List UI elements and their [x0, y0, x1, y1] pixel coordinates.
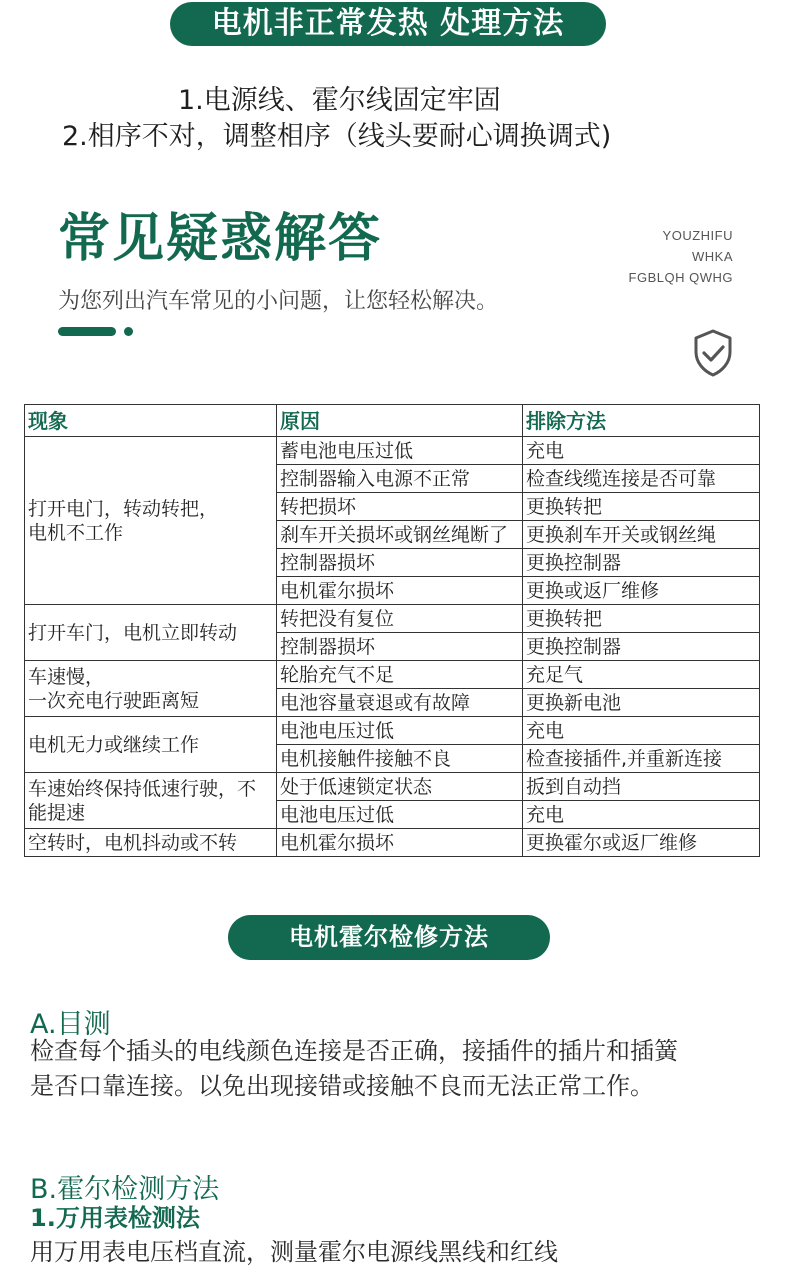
fix-cell: 扳到自动挡	[523, 773, 760, 801]
hall-section-title: 电机霍尔检修方法	[228, 915, 550, 960]
phenomenon-cell: 电机无力或继续工作	[25, 717, 277, 773]
cause-cell: 电池电压过低	[277, 801, 523, 829]
cause-cell: 处于低速锁定状态	[277, 773, 523, 801]
phenomenon-cell: 空转时，电机抖动或不转	[25, 829, 277, 857]
fix-cell: 更换新电池	[523, 689, 760, 717]
cause-cell: 电机霍尔损坏	[277, 577, 523, 605]
cause-cell: 电池电压过低	[277, 717, 523, 745]
tip-line-1: 1.电源线、霍尔线固定牢固	[178, 85, 501, 116]
cause-cell: 控制器损坏	[277, 633, 523, 661]
cause-cell: 电池容量衰退或有故障	[277, 689, 523, 717]
section-a-title: A.目测	[30, 1009, 111, 1040]
table-row	[25, 829, 760, 857]
section-b1-body: 用万用表电压档直流，测量霍尔电源线黑线和红线	[30, 1238, 558, 1266]
table-body	[25, 437, 760, 857]
shield-check-icon	[692, 328, 734, 378]
cause-cell: 轮胎充气不足	[277, 661, 523, 689]
phenomenon-cell: 车速始终保持低速行驶，不 能提速	[25, 773, 277, 829]
section-a-body: 检查每个插头的电线颜色连接是否正确，接插件的插片和插簧是否口靠连接。以免出现接错或接触不良而无法正常工作。	[30, 1037, 678, 1100]
cause-cell: 刹车开关损坏或钢丝绳断了	[277, 521, 523, 549]
fix-cell: 充电	[523, 801, 760, 829]
decor-dot	[124, 327, 133, 336]
cause-cell: 控制器损坏	[277, 549, 523, 577]
section-b1-title: 1.万用表检测法	[30, 1204, 200, 1232]
fix-cell: 检查接插件,并重新连接	[523, 745, 760, 773]
fix-cell: 更换转把	[523, 605, 760, 633]
table-row	[25, 717, 760, 745]
fix-cell: 充电	[523, 717, 760, 745]
cause-cell: 电机接触件接触不良	[277, 745, 523, 773]
fix-cell: 充足气	[523, 661, 760, 689]
table-row	[25, 605, 760, 633]
decor-dash	[58, 327, 116, 336]
fix-cell: 检查线缆连接是否可靠	[523, 465, 760, 493]
cause-cell: 蓄电池电压过低	[277, 437, 523, 465]
cause-cell: 电机霍尔损坏	[277, 829, 523, 857]
phenomenon-cell: 打开车门，电机立即转动	[25, 605, 277, 661]
phenomenon-cell: 打开电门，转动转把， 电机不工作	[25, 437, 277, 605]
cause-cell: 控制器输入电源不正常	[277, 465, 523, 493]
fix-cell: 更换刹车开关或钢丝绳	[523, 521, 760, 549]
faq-subtitle: 为您列出汽车常见的小问题，让您轻松解决。	[58, 289, 499, 314]
fix-cell: 更换控制器	[523, 549, 760, 577]
page-header-title: 电机非正常发热 处理方法	[170, 2, 606, 46]
table-row	[25, 661, 760, 689]
fix-cell: 更换控制器	[523, 633, 760, 661]
fix-cell: 更换霍尔或返厂维修	[523, 829, 760, 857]
english-line-2: WHKA	[692, 249, 733, 264]
english-line-1: YOUZHIFU	[662, 228, 733, 243]
header-phenomenon: 现象	[25, 405, 277, 437]
cause-cell: 转把没有复位	[277, 605, 523, 633]
fix-cell: 充电	[523, 437, 760, 465]
table-header-row	[25, 405, 760, 437]
table-row	[25, 773, 760, 801]
table-row	[25, 437, 760, 465]
fix-cell: 更换转把	[523, 493, 760, 521]
cause-cell: 转把损坏	[277, 493, 523, 521]
tip-line-2: 2.相序不对，调整相序（线头要耐心调换调式)	[62, 121, 612, 152]
fix-cell: 更换或返厂维修	[523, 577, 760, 605]
faq-title: 常见疑惑解答	[58, 209, 383, 269]
english-line-3: FGBLQH QWHG	[628, 270, 733, 285]
phenomenon-cell: 车速慢， 一次充电行驶距离短	[25, 661, 277, 717]
section-b-title: B.霍尔检测方法	[30, 1174, 220, 1205]
header-cause: 原因	[277, 405, 523, 437]
faq-table	[24, 404, 760, 857]
header-fix: 排除方法	[523, 405, 760, 437]
